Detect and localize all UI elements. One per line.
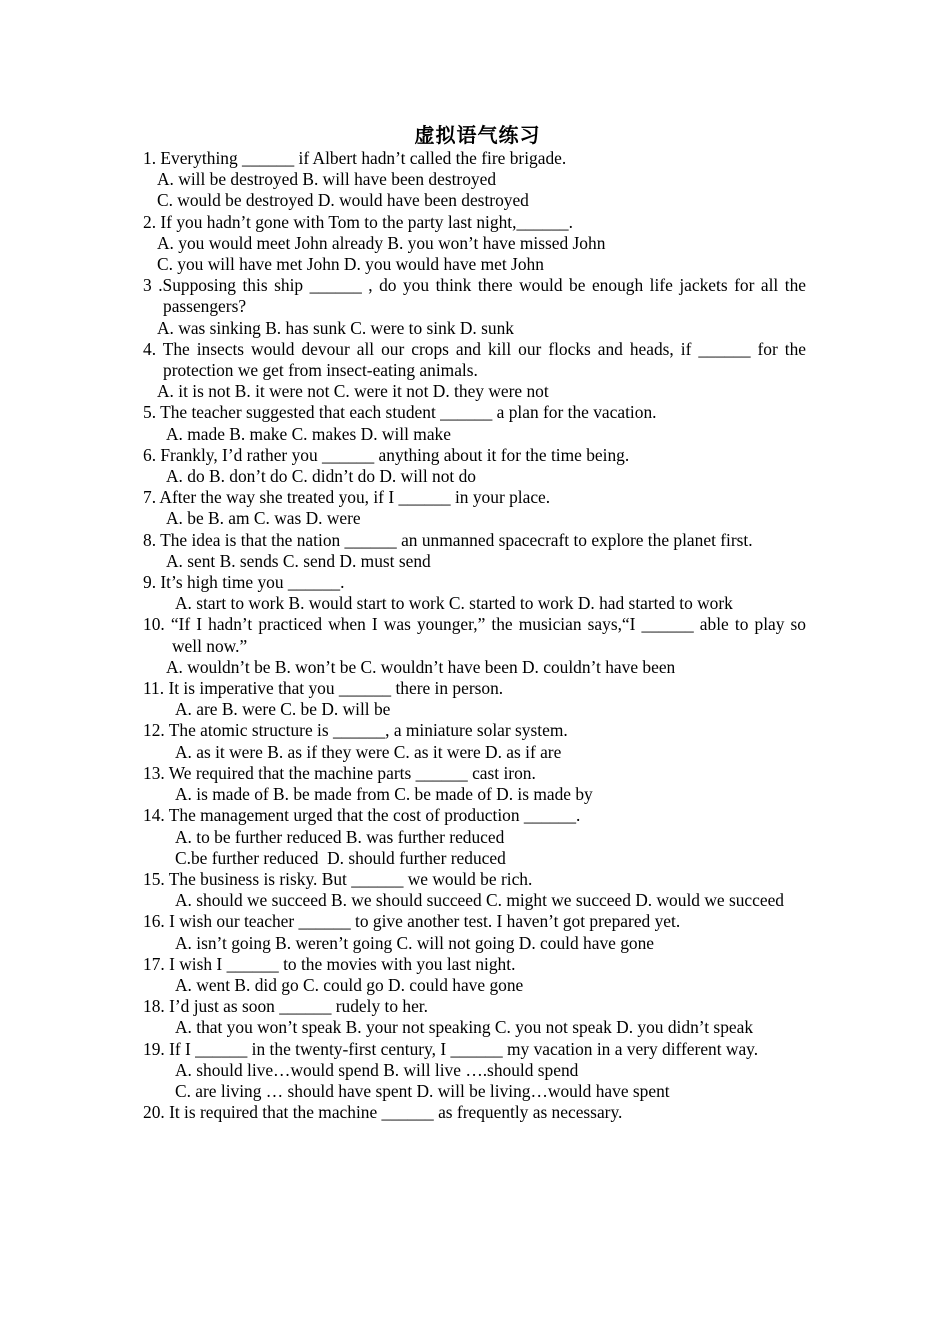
question-stem: 18. I’d just as soon ______ rudely to her. (143, 996, 428, 1017)
question-options: A. went B. did go C. could go D. could have gone (175, 974, 524, 995)
question-6 (143, 445, 806, 487)
question-options: A. as it were B. as if they were C. as it were D. as if are (175, 741, 562, 762)
question-options: A. start to work B. would start to work C. started to work D. had started to work (175, 593, 733, 614)
question-stem: 1. Everything ______ if Albert hadn’t called the fire brigade. (143, 148, 567, 168)
exercise-page (143, 122, 806, 1123)
question-stem: 4. The insects would devour all our crops and kill our flocks and heads, if ______ for the protection we get from insect-eating animals. (143, 338, 806, 381)
question-options: A. you would meet John already B. you won’t have missed John (157, 232, 606, 253)
question-3 (143, 275, 806, 339)
question-stem: 19. If I ______ in the twenty-first century, I ______ my vacation in a very different way. (143, 1038, 759, 1059)
question-stem: 5. The teacher suggested that each student ______ a plan for the vacation. (143, 402, 657, 423)
question-20 (143, 1102, 806, 1123)
question-options: A. isn’t going B. weren’t going C. will not going D. could have gone (175, 932, 655, 953)
question-stem: 2. If you hadn’t gone with Tom to the party last night,______. (143, 211, 573, 232)
question-options: A. do B. don’t do C. didn’t do D. will not do (166, 466, 476, 487)
question-4 (143, 339, 806, 403)
question-5 (143, 402, 806, 444)
question-19 (143, 1039, 806, 1103)
question-options: A. will be destroyed B. will have been destroyed (157, 169, 497, 190)
question-options: A. should live…would spend B. will live ….should spend (175, 1059, 579, 1080)
question-14 (143, 805, 806, 869)
question-stem: 9. It’s high time you ______. (143, 572, 345, 593)
question-stem: 16. I wish our teacher ______ to give another test. I haven’t got prepared yet. (143, 911, 681, 932)
question-options: A. should we succeed B. we should succeed C. might we succeed D. would we succeed (175, 890, 784, 911)
question-options: A. to be further reduced B. was further reduced (175, 826, 505, 847)
question-options: A. it is not B. it were not C. were it not D. they were not (157, 381, 549, 402)
question-13 (143, 763, 806, 805)
question-stem: 14. The management urged that the cost of production ______. (143, 805, 581, 826)
question-9 (143, 572, 806, 614)
question-stem: 12. The atomic structure is ______, a miniature solar system. (143, 720, 568, 741)
question-12 (143, 720, 806, 762)
question-stem: 10. “If I hadn’t practiced when I was younger,” the musician says,“I ______ able to play so well now.” (143, 614, 806, 656)
question-stem: 11. It is imperative that you ______ there in person. (143, 678, 504, 699)
question-7 (143, 487, 806, 529)
question-stem: 3 .Supposing this ship ______ , do you think there would be enough life jackets for all the passengers? (143, 275, 806, 317)
question-options: C. are living … should have spent D. will be living…would have spent (175, 1080, 670, 1101)
question-1 (143, 148, 806, 212)
question-2 (143, 212, 806, 276)
question-stem: 6. Frankly, I’d rather you ______ anything about it for the time being. (143, 444, 630, 465)
question-stem: 7. After the way she treated you, if I ______ in your place. (143, 487, 551, 508)
question-stem: 15. The business is risky. But ______ we would be rich. (143, 868, 533, 889)
question-options: C.be further reduced D. should further reduced (175, 847, 506, 868)
question-options: A. be B. am C. was D. were (166, 508, 361, 529)
question-options: C. would be destroyed D. would have been destroyed (157, 190, 529, 211)
question-options: A. was sinking B. has sunk C. were to sink D. sunk (157, 317, 514, 338)
question-stem: 8. The idea is that the nation ______ an unmanned spacecraft to explore the planet first. (143, 529, 753, 550)
question-options: A. wouldn’t be B. won’t be C. wouldn’t have been D. couldn’t have been (166, 656, 676, 677)
question-options: A. sent B. sends C. send D. must send (166, 550, 431, 571)
question-17 (143, 954, 806, 996)
question-options: A. is made of B. be made from C. be made of D. is made by (175, 784, 593, 805)
question-stem: 17. I wish I ______ to the movies with you last night. (143, 953, 516, 974)
question-options: A. that you won’t speak B. your not speaking C. you not speak D. you didn’t speak (175, 1017, 754, 1038)
question-8 (143, 530, 806, 572)
question-options: A. are B. were C. be D. will be (175, 699, 391, 720)
page-title: 虚拟语气练习 (414, 123, 541, 147)
question-options: C. you will have met John D. you would have met John (157, 254, 544, 275)
question-11 (143, 678, 806, 720)
question-stem: 13. We required that the machine parts ______ cast iron. (143, 762, 536, 783)
question-15 (143, 869, 806, 911)
question-16 (143, 911, 806, 953)
question-options: A. made B. make C. makes D. will make (166, 423, 451, 444)
question-18 (143, 996, 806, 1038)
question-stem: 20. It is required that the machine ______ as frequently as necessary. (143, 1102, 623, 1123)
question-10 (143, 614, 806, 678)
